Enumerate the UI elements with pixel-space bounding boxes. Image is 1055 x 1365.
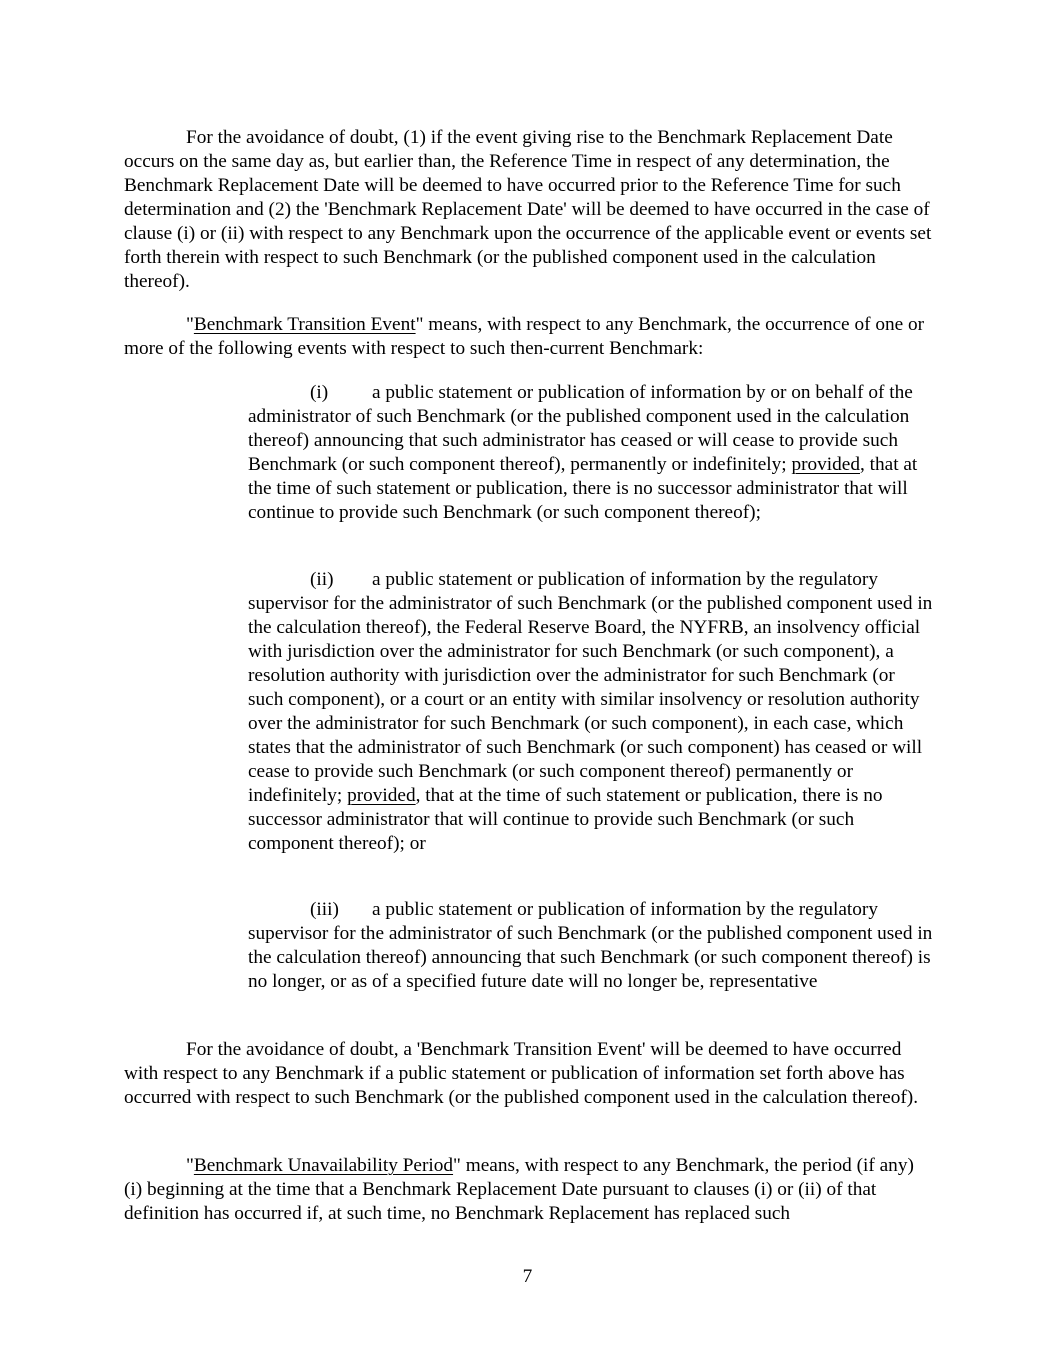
list-item-i — [248, 381, 934, 525]
item-text: a public statement or publication of information by the regulatory supervisor for the administrator of such Benchmark (or the published component used in the calculation thereof), the Federal Reserve Board, the NYFRB, an insolvency official with jurisdiction over the administrator for such Benchmark (or such component), a resolution authority with jurisdiction over the administrator for such Benchmark (or such component), or a court or an entity with similar insolvency or resolution authority over the administrator for such Benchmark (or such component), in each case, which states that the administrator of such Benchmark (or such component) has ceased or will cease to provide such Benchmark (or such component thereof) permanently or indefinitely; — [248, 569, 933, 806]
list-item-iii — [248, 898, 934, 994]
item-text-continued: , that at the time of such statement or publication, there is no successor administrator that will continue to provide such Benchmark (or such component thereof); or — [248, 785, 883, 854]
paragraph-benchmark-unavailability-period-definition — [124, 1154, 934, 1226]
open-quote: " — [186, 1155, 194, 1176]
page-number: 7 — [522, 1266, 533, 1287]
item-text-continued: , that at the time of such statement or publication, there is no successor administrator that will continue to provide such Benchmark (or such component thereof); — [248, 454, 918, 523]
definition-text: " means, with respect to any Benchmark, the period (if any) (i) beginning at the time that a Benchmark Replacement Date pursuant to clauses (i) or (ii) of that definition has occurred if, at such time, no Benchmark Replacement has replaced such — [124, 1155, 914, 1224]
item-number: (i) — [310, 382, 329, 403]
item-text: a public statement or publication of information by or on behalf of the administrator of such Benchmark (or the published component used in the calculation thereof) announcing that such administrator has ceased or will cease to provide such Benchmark (or such component thereof), permanently or indefinitely; — [248, 382, 913, 475]
paragraph-avoidance-of-doubt-replacement-date: For the avoidance of doubt, (1) if the event giving rise to the Benchmark Replacement Date occurs on the same day as, but earlier than, the Reference Time in respect of any determination, the Benchmark Replacement Date will be deemed to have occurred prior to the Reference Time for such determination and (2) the 'Benchmark Replacement Date' will be deemed to have occurred in the case of clause (i) or (ii) with respect to any Benchmark upon the occurrence of the applicable event or events set forth therein with respect to such Benchmark (or the published component used in the calculation thereof). — [124, 127, 932, 292]
underlined-provided: provided — [791, 454, 860, 475]
item-text: a public statement or publication of information by the regulatory supervisor for the administrator of such Benchmark (or the published component used in the calculation thereof) announcing that such Benchmark (or such component thereof) is no longer, or as of a specified future date will no longer be, representative — [248, 899, 933, 992]
paragraph-benchmark-transition-event-definition — [124, 313, 934, 361]
defined-term-benchmark-unavailability-period: Benchmark Unavailability Period — [193, 1155, 454, 1176]
item-number: (ii) — [310, 569, 334, 590]
underlined-provided: provided — [347, 785, 416, 806]
definition-text: " means, with respect to any Benchmark, the occurrence of one or more of the following events with respect to such then-current Benchmark: — [124, 314, 925, 359]
list-item-ii — [248, 568, 934, 856]
defined-term-benchmark-transition-event: Benchmark Transition Event — [193, 314, 416, 335]
item-number: (iii) — [310, 899, 339, 920]
open-quote: " — [186, 314, 194, 335]
paragraph-avoidance-of-doubt-transition-event: For the avoidance of doubt, a 'Benchmark Transition Event' will be deemed to have occurred with respect to any Benchmark if a public statement or publication of information set forth above has occurred with respect to such Benchmark (or the published component used in the calculation thereof). — [124, 1039, 919, 1108]
